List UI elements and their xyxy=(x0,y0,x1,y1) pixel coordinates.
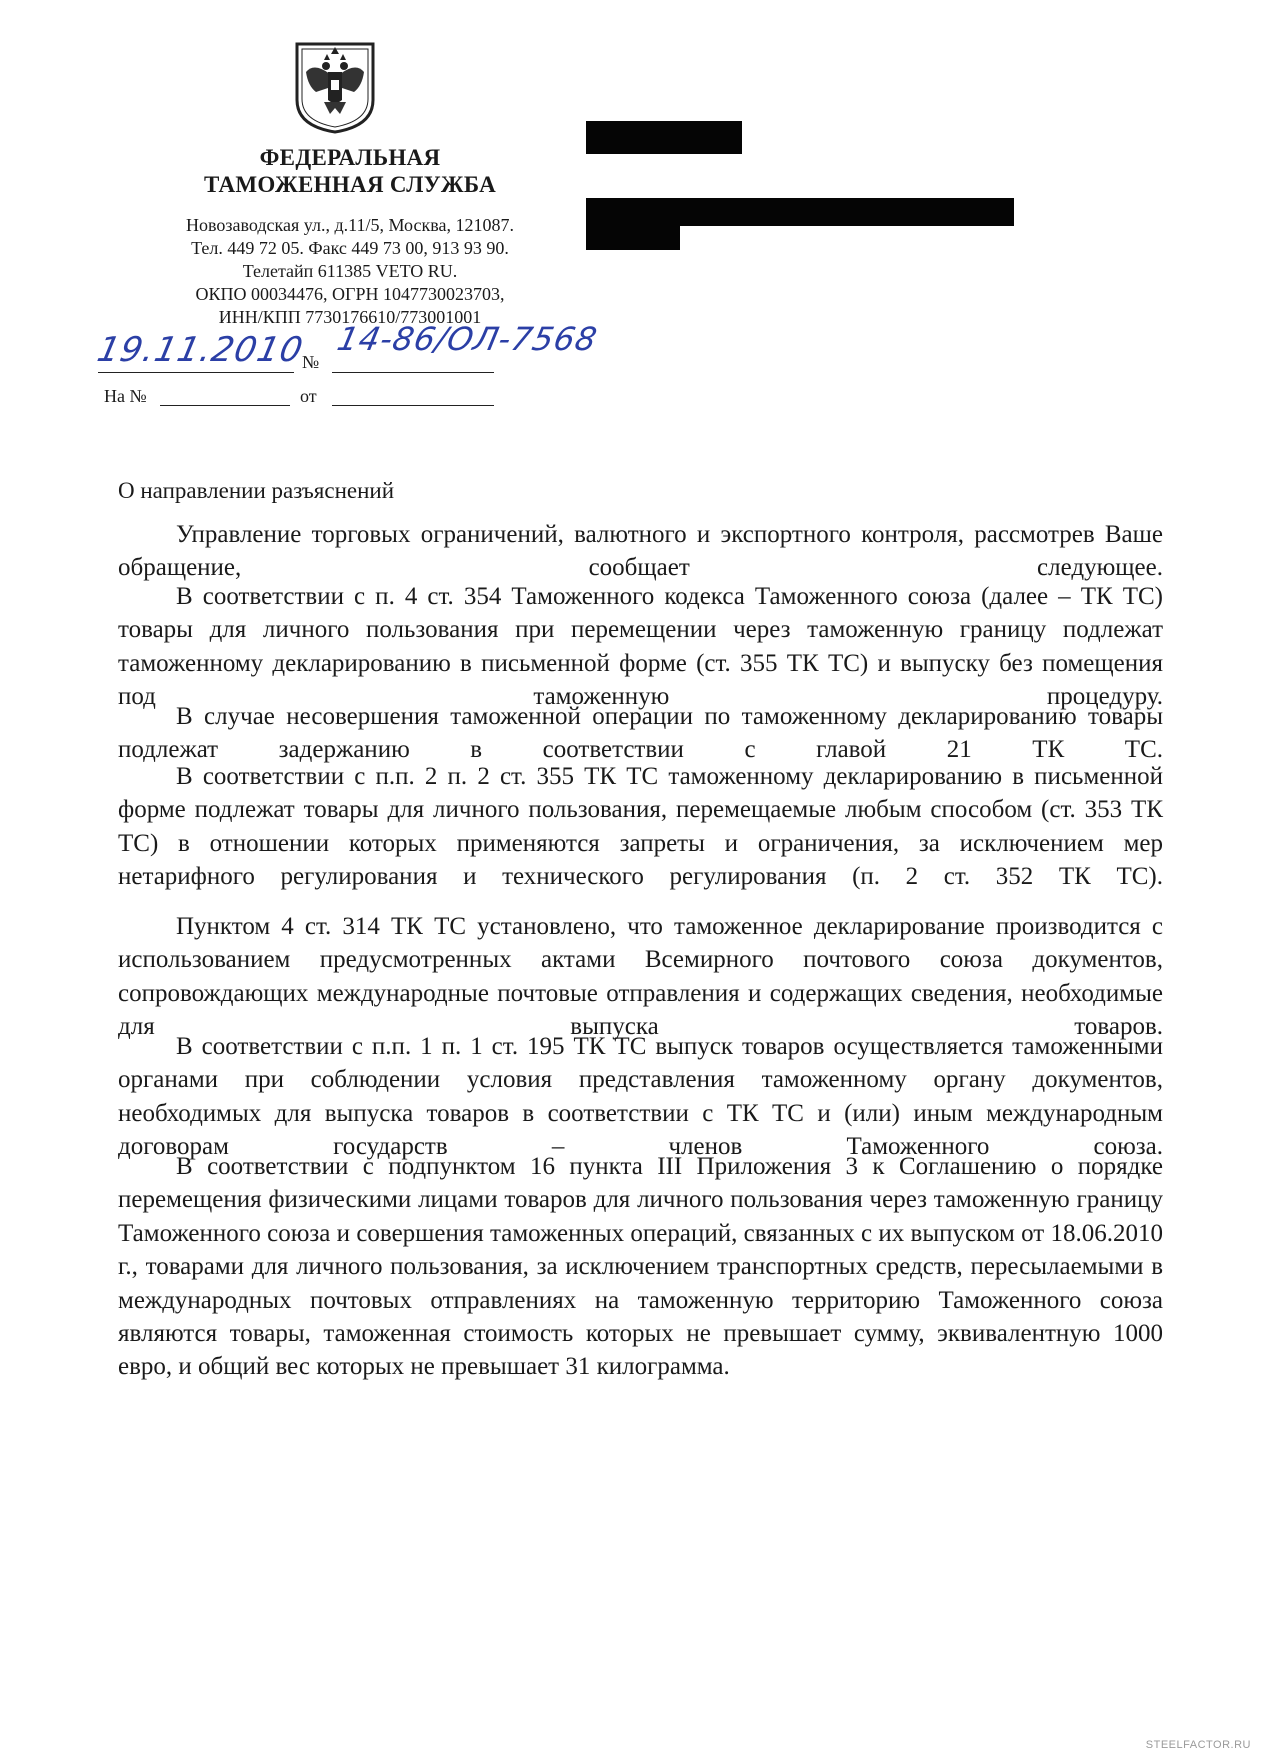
body-paragraph: В соответствии с п.п. 1 п. 1 ст. 195 ТК ТС выпуск товаров осуществляется таможенными органами при соблюдении условия представления таможенному органу документов, необходимых для выпуска товаров в соответствии с ТК ТС и (или) иным международным договорам государств – членов Таможенного союза. xyxy=(118,1033,1163,1161)
body-paragraph: Пунктом 4 ст. 314 ТК ТС установлено, что таможенное декларирование производится с использованием предусмотренных актами Всемирного почтового союза документов, сопровождающих международные почтовые отправления и содержащих сведения, необходимые для выпуска товаров. xyxy=(118,913,1163,1041)
redacted-address xyxy=(586,198,1014,226)
outgoing-date: 19.11.2010 xyxy=(93,330,307,370)
body-paragraph: В случае несовершения таможенной операции по таможенному декларированию товары подлежат задержанию в соответствии с главой 21 ТК ТС. xyxy=(118,703,1163,764)
redacted-recipient xyxy=(586,121,742,154)
incoming-date-blank xyxy=(332,405,494,406)
address-line: Тел. 449 72 05. Факс 449 73 00, 913 93 90. xyxy=(191,238,509,258)
org-name-line2: ТАМОЖЕННАЯ СЛУЖБА xyxy=(203,172,497,197)
incoming-number-label: На № xyxy=(104,386,147,406)
coat-of-arms-emblem xyxy=(294,42,376,134)
date-underline xyxy=(98,372,294,373)
address-line: ИНН/КПП 7730176610/773001001 xyxy=(218,307,482,327)
redacted-address xyxy=(586,224,680,250)
number-underline xyxy=(332,372,494,373)
incoming-date-label: от xyxy=(300,386,317,406)
watermark: STEELFACTOR.RU xyxy=(1145,1739,1251,1751)
incoming-number-blank xyxy=(160,405,290,406)
address-line: Телетайп 611385 VETO RU. xyxy=(242,261,458,281)
org-name-line1: ФЕДЕРАЛЬНАЯ xyxy=(259,145,441,170)
address-line: Новозаводская ул., д.11/5, Москва, 121087. xyxy=(186,215,514,235)
outgoing-number: 14-86/ОЛ-7568 xyxy=(333,320,602,358)
number-label: № xyxy=(302,352,320,372)
body-paragraph: Управление торговых ограничений, валютного и экспортного контроля, рассмотрев Ваше обращение, сообщает следующее. xyxy=(118,521,1163,582)
letter-subject: О направлении разъяснений xyxy=(118,478,395,503)
body-paragraph: В соответствии с подпунктом 16 пункта III Приложения 3 к Соглашению о порядке перемещения физическими лицами товаров для личного пользования через таможенную границу Таможенного союза и совершения таможенных операций, связанных с их выпуском от 18.06.2010 г., товарами для личного пользования, за исключением транспортных средств, пересылаемыми в международных почтовых отправлениях на таможенную территорию Таможенного союза являются товары, таможенная стоимость которых не превышает сумму, эквивалентную 1000 евро, и общий вес которых не превышает 31 килограмма. xyxy=(118,1153,1163,1381)
body-paragraph: В соответствии с п.п. 2 п. 2 ст. 355 ТК ТС таможенному декларированию в письменной форме подлежат товары для личного пользования, перемещаемые любым способом (ст. 353 ТК ТС) в отношении которых применяются запреты и ограничения, за исключением мер нетарифного регулирования и технического регулирования (п. 2 ст. 352 ТК ТС). xyxy=(118,763,1163,891)
address-line: ОКПО 00034476, ОГРН 1047730023703, xyxy=(195,284,505,304)
body-paragraph: В соответствии с п. 4 ст. 354 Таможенного кодекса Таможенного союза (далее – ТК ТС) товары для личного пользования при перемещении через таможенную границу подлежат таможенному декларированию в письменной форме (ст. 355 ТК ТС) и выпуску без помещения под таможенную процедуру. xyxy=(118,583,1163,711)
